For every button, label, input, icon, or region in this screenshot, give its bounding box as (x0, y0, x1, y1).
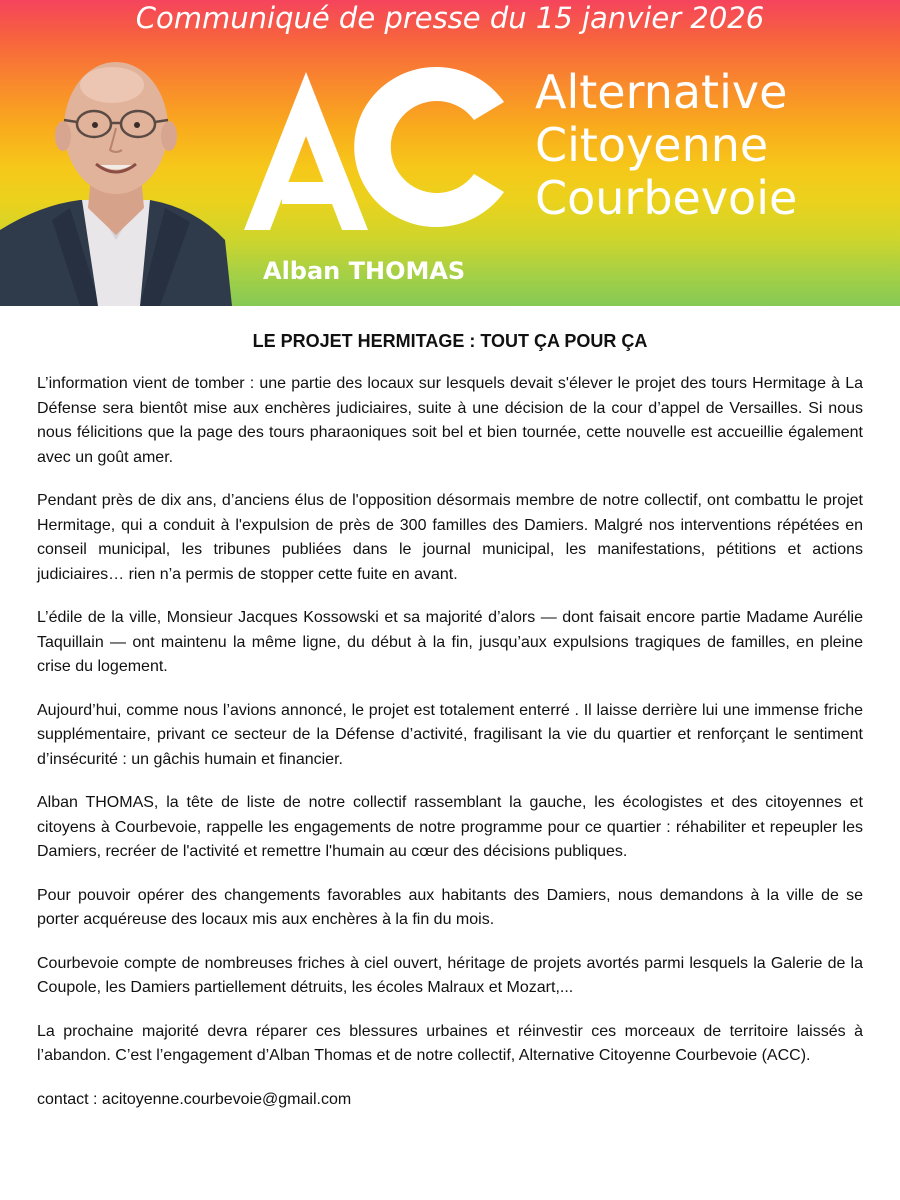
organization-name (535, 66, 797, 225)
header-banner (0, 0, 900, 306)
contact-line: contact : acitoyenne.courbevoie@gmail.com (37, 1090, 352, 1108)
article-paragraph-8: La prochaine majorité devra réparer ces blessures urbaines et réinvestir ces morceaux de territoire laissés à l’abandon. C’est l’engagement d’Alban Thomas et de notre collectif, Alternative Citoyenne Courbevoie (ACC). (37, 1022, 863, 1064)
candidate-portrait (0, 40, 240, 306)
article-paragraph-7: Courbevoie compte de nombreuses friches à ciel ouvert, héritage de projets avortés parmi lesquels la Galerie de la Coupole, les Damiers partiellement détruits, les écoles Malraux et Mozart,... (37, 954, 863, 996)
article-paragraph-1: L’information vient de tomber : une partie des locaux sur lesquels devait s'élever le projet des tours Hermitage à La Défense sera bientôt mise aux enchères judiciaires, suite à une décision de la cour d’appel de Versailles. Si nous nous félicitions que la page des tours pharaoniques soit bel et bien tournée, cette nouvelle est accueillie également avec un goût amer. (37, 375, 863, 466)
article-headline: LE PROJET HERMITAGE : TOUT ÇA POUR ÇA (252, 331, 648, 351)
article-paragraph-2: Pendant près de dix ans, d’anciens élus de l'opposition désormais membre de notre collectif, ont combattu le projet Hermitage, qui a conduit à l'expulsion de près de 300 familles des Damiers. Malgré nos interventions répétées en conseil municipal, les tribunes publiées dans le journal municipal, les manifestations, pétitions et actions judiciaires… rien n’a permis de stopper cette fuite en avant. (37, 492, 863, 583)
press-release-title: Communiqué de presse du 15 janvier 2026 (135, 1, 765, 35)
organization-name-line-1: Alternative (535, 65, 788, 119)
article-paragraph-3: L’édile de la ville, Monsieur Jacques Kossowski et sa majorité d’alors — dont faisait encore partie Madame Aurélie Taquillain — ont maintenu la même ligne, du début à la fin, jusqu’aux expulsions tragiques de familles, en pleine crise du logement. (37, 609, 863, 675)
article-paragraph-6: Pour pouvoir opérer des changements favorables aux habitants des Damiers, nous demandons à la ville de se porter acquéreuse des locaux mis aux enchères à la fin du mois. (37, 886, 863, 928)
ac-logo-icon (242, 62, 512, 232)
article-paragraph-4: Aujourd’hui, comme nous l’avions annoncé, le projet est totalement enterré . Il laisse derrière lui une immense friche supplémentaire, privant ce secteur de la Défense d’activité, fragilisant la vie du quartier et renforçant le sentiment d’insécurité : un gâchis humain et financier. (37, 701, 863, 768)
candidate-name: Alban THOMAS (263, 257, 466, 285)
article-paragraph-5: Alban THOMAS, la tête de liste de notre collectif rassemblant la gauche, les écologistes et des citoyennes et citoyens à Courbevoie, rappelle les engagements de notre programme pour ce quartier : réhabiliter et repeupler les Damiers, recréer de l'activité et remettre l'humain au cœur des décisions publiques. (37, 794, 863, 860)
organization-name-line-2: Citoyenne (535, 118, 769, 172)
press-release-body (37, 330, 863, 1112)
organization-name-line-3: Courbevoie (535, 171, 798, 225)
